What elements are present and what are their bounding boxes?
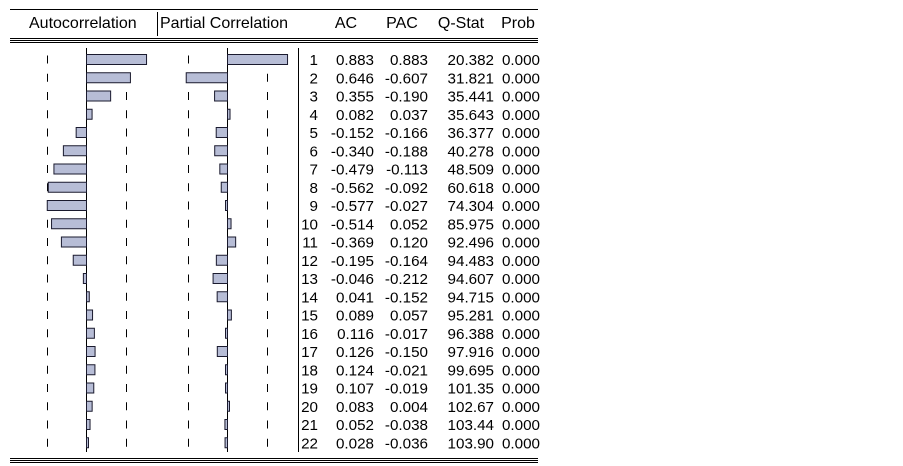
ac-bar bbox=[47, 201, 86, 211]
ac-cell: -0.046 bbox=[330, 271, 374, 288]
pac-cell: -0.036 bbox=[384, 435, 428, 453]
ac-bar bbox=[87, 347, 96, 357]
table-row bbox=[301, 362, 540, 379]
prob-cell: 0.000 bbox=[501, 325, 540, 343]
qstat-cell: 101.35 bbox=[447, 380, 494, 398]
ac-cell: 0.107 bbox=[335, 380, 374, 398]
qstat-cell: 92.496 bbox=[447, 234, 494, 252]
table-row bbox=[310, 198, 540, 215]
prob-cell: 0.000 bbox=[501, 161, 540, 179]
ac-bar bbox=[54, 164, 87, 174]
ac-cell: 0.883 bbox=[335, 52, 374, 69]
header-autocorrelation: Autocorrelation bbox=[29, 15, 137, 32]
pac-cell: -0.188 bbox=[384, 143, 428, 161]
lag-cell: 13 bbox=[301, 271, 318, 288]
pac-bar bbox=[217, 292, 227, 302]
table-row bbox=[310, 125, 540, 142]
pac-bar bbox=[226, 201, 228, 211]
table-row bbox=[301, 435, 540, 452]
qstat-cell: 94.715 bbox=[447, 289, 494, 307]
pac-bar bbox=[213, 274, 227, 284]
ac-bar bbox=[87, 438, 89, 448]
table-row bbox=[310, 162, 540, 179]
qstat-cell: 48.509 bbox=[447, 161, 494, 179]
prob-cell: 0.000 bbox=[501, 435, 540, 453]
pac-cell: 0.883 bbox=[389, 52, 428, 69]
table-row bbox=[310, 89, 540, 106]
ac-cell: -0.577 bbox=[330, 198, 374, 215]
pac-cell: -0.092 bbox=[384, 179, 428, 197]
ac-cell: 0.646 bbox=[335, 70, 374, 88]
lag-cell: 2 bbox=[309, 70, 318, 88]
pac-bar bbox=[215, 146, 228, 156]
pac-cell: 0.052 bbox=[389, 216, 428, 234]
table-row bbox=[302, 235, 540, 252]
ac-cell: 0.083 bbox=[335, 398, 374, 416]
table-row bbox=[310, 180, 540, 197]
pac-bar bbox=[228, 237, 236, 247]
ac-bar bbox=[87, 91, 111, 101]
lag-cell: 6 bbox=[309, 143, 318, 161]
qstat-cell: 31.821 bbox=[447, 70, 494, 88]
table-row bbox=[310, 52, 540, 69]
pac-bar bbox=[228, 109, 231, 119]
qstat-cell: 20.382 bbox=[447, 52, 494, 69]
pac-cell: 0.120 bbox=[389, 234, 428, 252]
ac-cell: -0.479 bbox=[330, 161, 374, 179]
lag-cell: 11 bbox=[302, 234, 318, 252]
pac-bar bbox=[225, 438, 227, 448]
prob-cell: 0.000 bbox=[501, 125, 540, 142]
header-pac: PAC bbox=[386, 15, 418, 32]
ac-cell: -0.340 bbox=[330, 143, 374, 161]
prob-cell: 0.000 bbox=[501, 344, 540, 361]
prob-cell: 0.000 bbox=[501, 198, 540, 215]
lag-cell: 10 bbox=[301, 216, 318, 234]
pac-cell: -0.152 bbox=[384, 289, 428, 307]
prob-cell: 0.000 bbox=[501, 106, 540, 124]
prob-cell: 0.000 bbox=[501, 362, 540, 380]
ac-cell: -0.369 bbox=[330, 234, 374, 252]
ac-bar bbox=[87, 310, 93, 320]
pac-bar bbox=[221, 182, 227, 192]
pac-bar bbox=[217, 347, 227, 357]
lag-cell: 19 bbox=[301, 380, 318, 398]
header-prob: Prob bbox=[501, 15, 535, 32]
ac-cell: 0.028 bbox=[335, 435, 374, 453]
prob-cell: 0.000 bbox=[501, 143, 540, 161]
qstat-cell: 99.695 bbox=[447, 362, 494, 380]
lag-cell: 17 bbox=[301, 344, 318, 361]
qstat-cell: 97.916 bbox=[447, 344, 494, 361]
prob-cell: 0.000 bbox=[501, 88, 540, 106]
prob-cell: 0.000 bbox=[501, 271, 540, 288]
pac-bar bbox=[186, 73, 227, 83]
prob-cell: 0.000 bbox=[501, 216, 540, 234]
lag-cell: 12 bbox=[301, 252, 318, 270]
prob-cell: 0.000 bbox=[501, 234, 540, 252]
pac-bar bbox=[228, 401, 230, 411]
pac-cell: -0.019 bbox=[384, 380, 428, 398]
qstat-cell: 85.975 bbox=[447, 216, 494, 234]
prob-cell: 0.000 bbox=[501, 70, 540, 88]
ac-cell: -0.562 bbox=[330, 179, 374, 197]
lag-cell: 15 bbox=[301, 307, 318, 325]
ac-cell: 0.124 bbox=[335, 362, 374, 380]
lag-cell: 21 bbox=[301, 417, 318, 434]
header-partial-correlation: Partial Correlation bbox=[160, 15, 289, 32]
ac-bar bbox=[63, 146, 86, 156]
lag-cell: 4 bbox=[309, 106, 318, 124]
table-row bbox=[301, 344, 540, 361]
pac-cell: -0.190 bbox=[384, 88, 428, 106]
pac-cell: 0.037 bbox=[389, 106, 428, 124]
pac-bar bbox=[220, 164, 228, 174]
ac-bar bbox=[83, 274, 86, 284]
qstat-cell: 96.388 bbox=[447, 325, 494, 343]
prob-cell: 0.000 bbox=[501, 307, 540, 325]
prob-cell: 0.000 bbox=[501, 398, 540, 416]
ac-cell: -0.514 bbox=[330, 216, 374, 234]
ac-bar bbox=[87, 420, 91, 430]
lag-cell: 18 bbox=[301, 362, 318, 380]
pac-bar bbox=[228, 219, 232, 229]
qstat-cell: 102.67 bbox=[447, 398, 494, 416]
table-row bbox=[310, 70, 540, 87]
qstat-cell: 95.281 bbox=[447, 307, 494, 325]
prob-cell: 0.000 bbox=[501, 179, 540, 197]
header-ac: AC bbox=[334, 15, 358, 32]
prob-cell: 0.000 bbox=[501, 380, 540, 398]
table-row bbox=[301, 399, 540, 416]
table-row bbox=[301, 308, 540, 325]
zero-lines bbox=[87, 48, 228, 452]
pac-cell: -0.038 bbox=[384, 417, 428, 434]
ac-cell: -0.195 bbox=[330, 252, 374, 270]
qstat-cell: 103.44 bbox=[447, 417, 494, 434]
table-row bbox=[301, 216, 540, 233]
lag-cell: 7 bbox=[309, 161, 318, 179]
pac-bar bbox=[216, 255, 227, 265]
pac-cell: 0.057 bbox=[389, 307, 428, 325]
lag-cell: 9 bbox=[309, 198, 318, 215]
pac-bar bbox=[228, 310, 232, 320]
qstat-cell: 94.607 bbox=[447, 271, 494, 288]
table-row bbox=[301, 253, 540, 270]
table-row bbox=[301, 289, 540, 306]
ac-cell: 0.041 bbox=[335, 289, 374, 307]
ac-bar bbox=[73, 255, 86, 265]
qstat-cell: 103.90 bbox=[447, 435, 494, 453]
qstat-cell: 94.483 bbox=[447, 252, 494, 270]
confidence-bands bbox=[48, 56, 268, 447]
ac-cell: 0.082 bbox=[335, 106, 374, 124]
pac-cell: -0.021 bbox=[384, 362, 428, 380]
pac-cell: -0.166 bbox=[384, 125, 428, 142]
table-row bbox=[310, 143, 540, 160]
qstat-cell: 40.278 bbox=[447, 143, 494, 161]
qstat-cell: 74.304 bbox=[447, 198, 494, 215]
ac-bar bbox=[87, 328, 95, 338]
pac-cell: -0.017 bbox=[384, 325, 428, 343]
header-qstat: Q-Stat bbox=[437, 15, 485, 32]
ac-bar bbox=[61, 237, 86, 247]
ac-bar bbox=[87, 73, 131, 83]
lag-cell: 20 bbox=[301, 398, 318, 416]
ac-bar bbox=[87, 292, 90, 302]
pac-bar bbox=[228, 55, 288, 65]
lag-cell: 22 bbox=[301, 435, 318, 453]
ac-bar bbox=[87, 109, 93, 119]
qstat-cell: 35.643 bbox=[447, 106, 494, 124]
pac-bar bbox=[216, 128, 227, 138]
table-body bbox=[301, 52, 540, 452]
qstat-cell: 35.441 bbox=[447, 88, 494, 106]
prob-cell: 0.000 bbox=[501, 252, 540, 270]
table-row bbox=[301, 271, 540, 288]
pac-cell: -0.164 bbox=[384, 252, 428, 270]
pac-cell: 0.004 bbox=[389, 398, 428, 416]
lag-cell: 5 bbox=[309, 125, 318, 142]
pac-cell: -0.212 bbox=[384, 271, 428, 288]
pac-bar bbox=[225, 420, 228, 430]
qstat-cell: 60.618 bbox=[447, 179, 494, 197]
table-row bbox=[301, 381, 540, 398]
table-row bbox=[310, 107, 540, 124]
pac-cell: -0.027 bbox=[384, 198, 428, 215]
pac-cell: -0.607 bbox=[384, 70, 428, 88]
lag-cell: 14 bbox=[301, 289, 318, 307]
ac-bar bbox=[52, 219, 87, 229]
pac-bar bbox=[226, 328, 228, 338]
pac-bar bbox=[226, 383, 228, 393]
ac-bar bbox=[48, 182, 86, 192]
ac-bar bbox=[76, 128, 86, 138]
ac-cell: -0.152 bbox=[330, 125, 374, 142]
ac-bar bbox=[87, 383, 94, 393]
table-row bbox=[301, 326, 540, 343]
prob-cell: 0.000 bbox=[501, 52, 540, 69]
correlation-bars bbox=[47, 55, 287, 448]
ac-cell: 0.116 bbox=[337, 325, 374, 343]
prob-cell: 0.000 bbox=[501, 417, 540, 434]
lag-cell: 1 bbox=[309, 52, 318, 69]
ac-cell: 0.089 bbox=[335, 307, 374, 325]
qstat-cell: 36.377 bbox=[447, 125, 494, 142]
ac-bar bbox=[87, 55, 147, 65]
lag-cell: 8 bbox=[309, 179, 318, 197]
ac-bar bbox=[87, 365, 95, 375]
lag-cell: 16 bbox=[301, 325, 318, 343]
pac-bar bbox=[226, 365, 228, 375]
table-row bbox=[301, 417, 540, 434]
pac-cell: -0.150 bbox=[384, 344, 428, 361]
pac-bar bbox=[215, 91, 228, 101]
ac-bar bbox=[87, 401, 93, 411]
pac-cell: -0.113 bbox=[386, 161, 428, 179]
ac-cell: 0.126 bbox=[335, 344, 374, 361]
prob-cell: 0.000 bbox=[501, 289, 540, 307]
ac-cell: 0.355 bbox=[335, 88, 374, 106]
lag-cell: 3 bbox=[309, 88, 318, 106]
ac-cell: 0.052 bbox=[335, 417, 374, 434]
